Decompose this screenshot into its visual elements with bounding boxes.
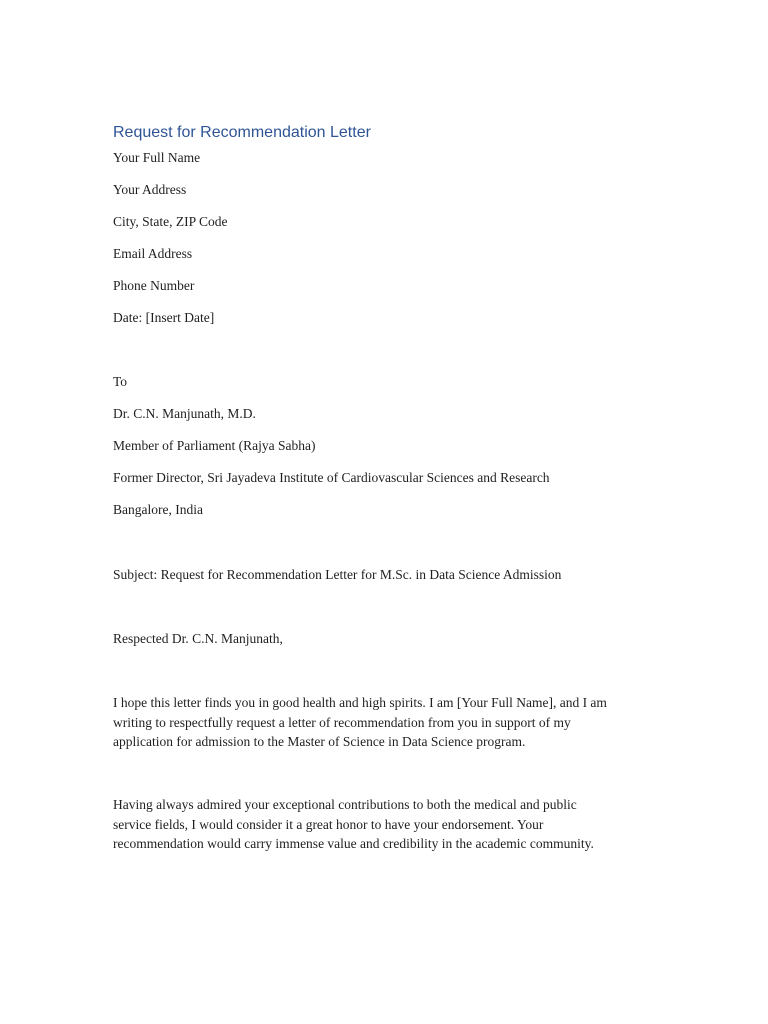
letter-subject: Subject: Request for Recommendation Letter for M.Sc. in Data Science Admission [113,567,562,582]
recipient-former-role: Former Director, Sri Jayadeva Institute of Cardiovascular Sciences and Research [113,470,550,485]
paragraph-line: application for admission to the Master of Science in Data Science program. [113,734,526,749]
paragraph-line: I hope this letter finds you in good health and high spirits. I am [Your Full Name], and I am [113,695,607,710]
paragraph-line: recommendation would carry immense value and credibility in the academic community. [113,836,594,851]
letter-salutation: Respected Dr. C.N. Manjunath, [113,631,283,646]
letter-date: Date: [Insert Date] [113,310,215,325]
sender-address: Your Address [113,182,187,197]
sender-city-state-zip: City, State, ZIP Code [113,214,228,229]
sender-phone: Phone Number [113,278,195,293]
letter-title: Request for Recommendation Letter [113,124,371,141]
paragraph-line: service fields, I would consider it a great honor to have your endorsement. Your [113,816,544,832]
paragraph-line: Having always admired your exceptional contributions to both the medical and public [113,797,577,812]
sender-name: Your Full Name [113,150,201,165]
recipient-to: To [113,374,128,389]
body-paragraph-1 [113,693,653,752]
recipient-position: Member of Parliament (Rajya Sabha) [113,438,316,453]
paragraph-line: writing to respectfully request a letter of recommendation from you in support of my [113,714,571,730]
recipient-name: Dr. C.N. Manjunath, M.D. [113,406,256,421]
sender-email: Email Address [113,246,193,261]
recipient-location: Bangalore, India [113,502,203,517]
body-paragraph-2 [113,795,653,854]
